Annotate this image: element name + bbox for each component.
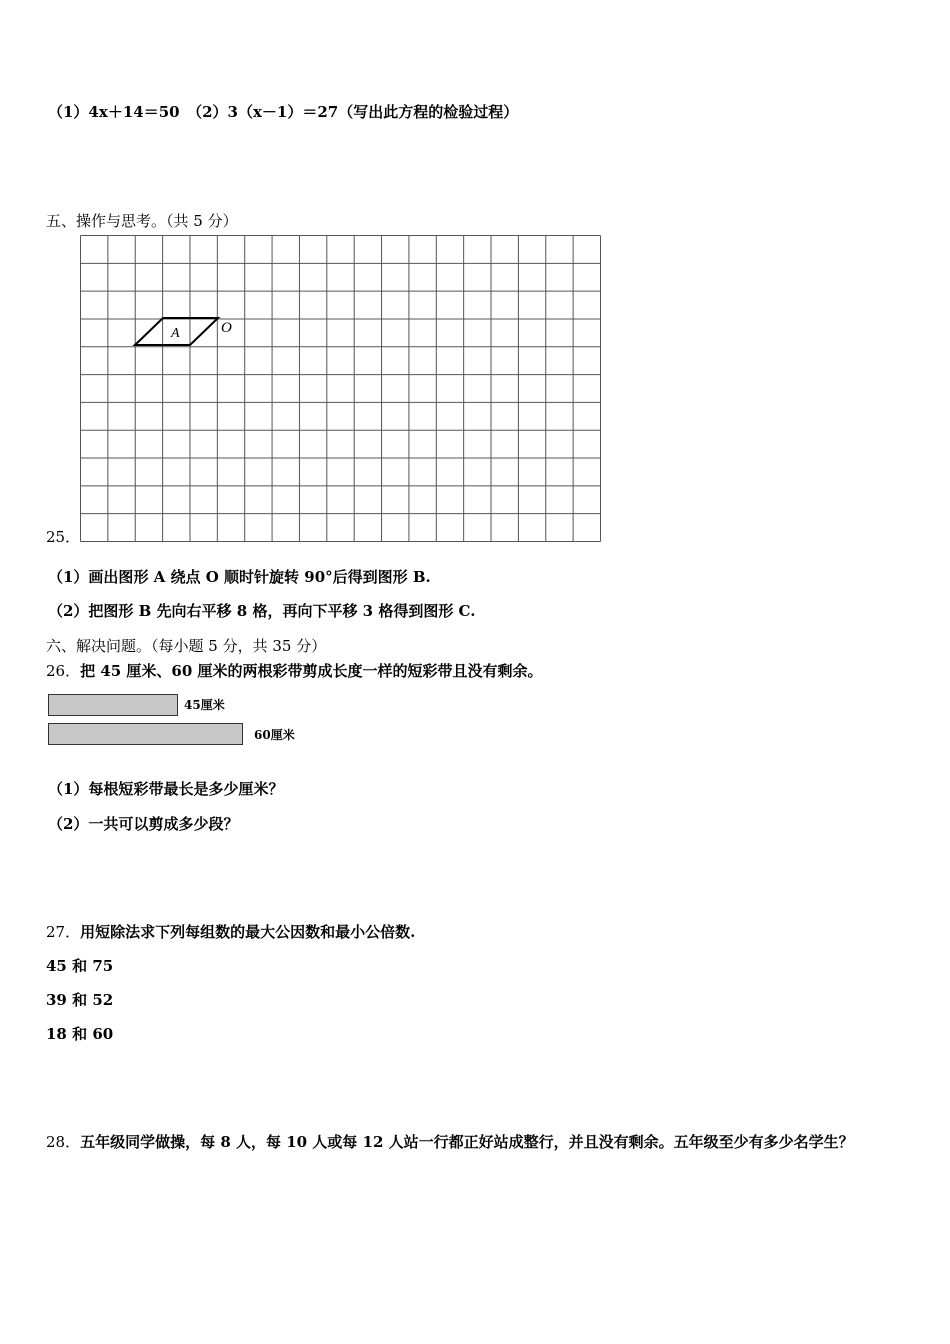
q27-group-1: 45 和 75: [46, 957, 114, 975]
q26-sub1: （1）每根短彩带最长是多少厘米？: [48, 780, 284, 798]
label-o: O: [221, 320, 232, 336]
label-a: A: [171, 326, 180, 341]
q28-text: 五年级同学做操，每 8 人，每 10 人或每 12 人站一行都正好站成整行，并且没有剩余。五年级至少有多少名学生？: [80, 1133, 854, 1151]
ribbon-45: [48, 694, 178, 716]
section6-title: 六、解决问题。（每小题 5 分，共 35 分）: [46, 637, 327, 655]
q28: [46, 1132, 854, 1152]
q26-text: 把 45 厘米、60 厘米的两根彩带剪成长度一样的短彩带且没有剩余。: [80, 662, 543, 680]
grid-figure: [80, 235, 601, 542]
ribbon-60: [48, 723, 243, 745]
q25-number: 25．: [46, 528, 81, 546]
section5-title: 五、操作与思考。（共 5 分）: [46, 212, 238, 230]
q26-sub2: （2）一共可以剪成多少段？: [48, 815, 239, 833]
ribbon-45-label: 45厘米: [184, 698, 225, 712]
q26-number: 26．: [46, 662, 81, 680]
q27-group-2: 39 和 52: [46, 991, 114, 1009]
q27: [46, 922, 415, 942]
q27-group-3: 18 和 60: [46, 1025, 114, 1043]
q28-number: 28．: [46, 1133, 81, 1151]
equation-line: （1）4x＋14＝50 （2）3（x－1）＝27（写出此方程的检验过程）: [48, 103, 519, 121]
q25-sub1: （1）画出图形 A 绕点 O 顺时针旋转 90°后得到图形 B.: [48, 568, 431, 586]
q26: [46, 661, 543, 681]
q25-sub2: （2）把图形 B 先向右平移 8 格，再向下平移 3 格得到图形 C.: [48, 602, 476, 620]
q27-text: 用短除法求下列每组数的最大公因数和最小公倍数.: [80, 923, 416, 941]
ribbon-60-label: 60厘米: [254, 728, 295, 742]
q27-number: 27．: [46, 923, 81, 941]
grid-lines: [81, 236, 601, 542]
